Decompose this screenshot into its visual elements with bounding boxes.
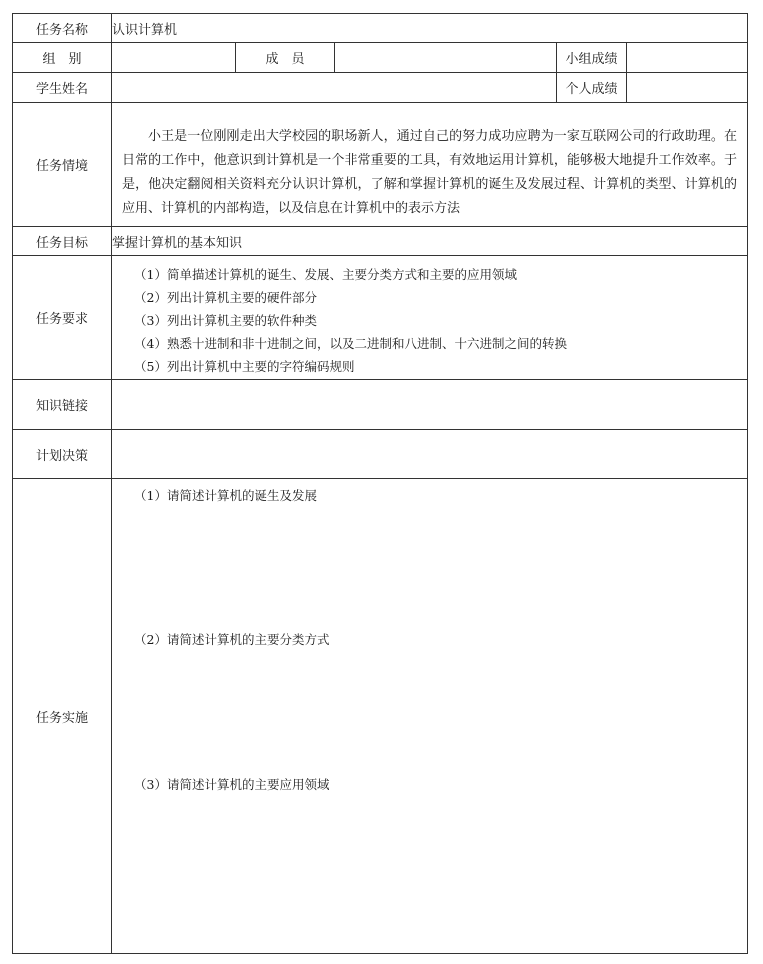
goal-text: 掌握计算机的基本知识 — [112, 227, 748, 256]
scenario-label: 任务情境 — [13, 103, 112, 227]
row-knowledge — [13, 380, 748, 430]
implementation-item: （3）请简述计算机的主要应用领域 — [134, 777, 330, 792]
implementation-item: （2）请简述计算机的主要分类方式 — [134, 632, 330, 647]
requirements-list — [112, 257, 747, 378]
plan-value[interactable] — [112, 430, 748, 479]
row-goal — [13, 227, 748, 256]
requirements-cell — [112, 256, 748, 380]
requirement-item: （1）简单描述计算机的诞生、发展、主要分类方式和主要的应用领域 — [134, 267, 517, 282]
group-value[interactable] — [112, 43, 236, 73]
task-name-label: 任务名称 — [13, 14, 112, 43]
student-name-value[interactable] — [112, 73, 557, 103]
implementation-label: 任务实施 — [13, 479, 112, 954]
requirement-item: （2）列出计算机主要的硬件部分 — [134, 290, 317, 305]
implementation-cell[interactable] — [112, 479, 748, 954]
task-name-value: 认识计算机 — [112, 14, 748, 43]
personal-score-value[interactable] — [627, 73, 748, 103]
knowledge-label: 知识链接 — [13, 380, 112, 430]
plan-label: 计划决策 — [13, 430, 112, 479]
requirement-item: （5）列出计算机中主要的字符编码规则 — [134, 359, 355, 374]
requirement-item: （3）列出计算机主要的软件种类 — [134, 313, 317, 328]
members-label: 成 员 — [236, 43, 335, 73]
row-plan — [13, 430, 748, 479]
requirement-item: （4）熟悉十进制和非十进制之间，以及二进制和八进制、十六进制之间的转换 — [134, 336, 567, 351]
row-scenario — [13, 103, 748, 227]
goal-label: 任务目标 — [13, 227, 112, 256]
row-task-name — [13, 14, 748, 43]
row-requirements — [13, 256, 748, 380]
group-label: 组 别 — [13, 43, 112, 73]
row-implementation — [13, 479, 748, 954]
group-score-value[interactable] — [627, 43, 748, 73]
student-name-label: 学生姓名 — [13, 73, 112, 103]
scenario-cell — [112, 103, 748, 227]
personal-score-label: 个人成绩 — [557, 73, 627, 103]
requirements-label: 任务要求 — [13, 256, 112, 380]
row-group — [13, 43, 748, 73]
task-form — [12, 13, 747, 954]
implementation-item: （1）请简述计算机的诞生及发展 — [134, 488, 317, 503]
scenario-text: 小王是一位刚刚走出大学校园的职场新人，通过自己的努力成功应聘为一家互联网公司的行政助理。在日常的工作中，他意识到计算机是一个非常重要的工具，有效地运用计算机，能够极大地提升工作效率。于是，他决定翻阅相关资料充分认识计算机，了解和掌握计算机的诞生及发展过程、计算机的类型、计算机的应用、计算机的内部构造，以及信息在计算机中的表示方法 — [122, 129, 737, 216]
row-student — [13, 73, 748, 103]
members-value[interactable] — [335, 43, 557, 73]
task-form-table — [12, 13, 748, 954]
knowledge-value[interactable] — [112, 380, 748, 430]
group-score-label: 小组成绩 — [557, 43, 627, 73]
